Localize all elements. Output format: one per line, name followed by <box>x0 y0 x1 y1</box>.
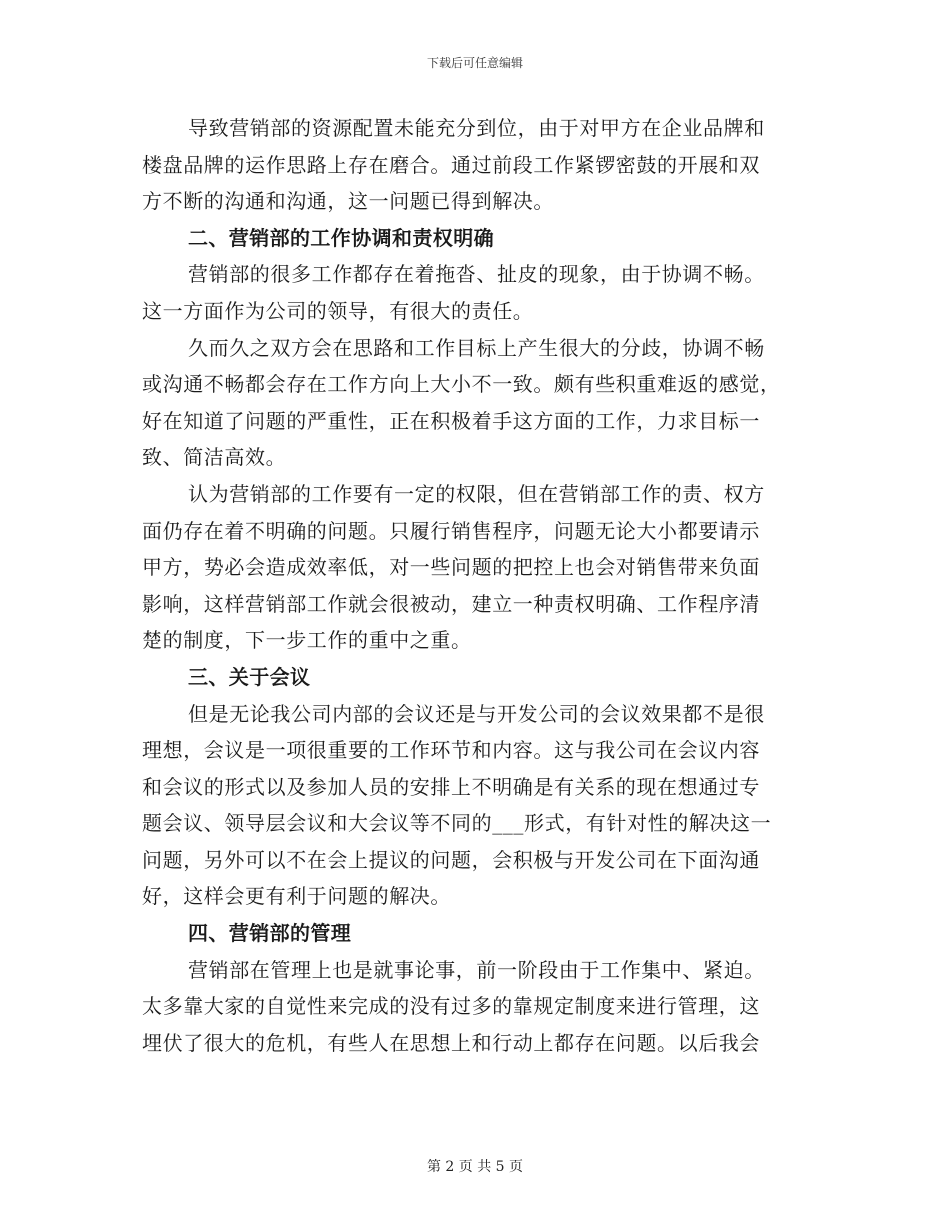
paragraph-line: 营销部的很多工作都存在着拖沓、扯皮的现象，由于协调不畅。 <box>188 262 765 287</box>
paragraph-line: 和会议的形式以及参加人员的安排上不明确是有关系的现在想通过专 <box>142 774 760 799</box>
paragraph-line: 埋伏了很大的危机，有些人在思想上和行动上都存在问题。以后我会 <box>142 1030 760 1055</box>
paragraph-line: 但是无论我公司内部的会议还是与开发公司的会议效果都不是很 <box>188 701 765 726</box>
page-header-note: 下载后可任意编辑 <box>426 56 523 70</box>
page-number-footer: 第 2 页 共 5 页 <box>426 1159 524 1175</box>
paragraph-line: 楚的制度，下一步工作的重中之重。 <box>142 628 472 653</box>
paragraph-line: 楼盘品牌的运作思路上存在磨合。通过前段工作紧锣密鼓的开展和双 <box>142 152 760 177</box>
paragraph-line: 导致营销部的资源配置未能充分到位，由于对甲方在企业品牌和 <box>188 116 765 140</box>
paragraph-line: 致、简洁高效。 <box>142 445 287 470</box>
paragraph-line: 甲方，势必会造成效率低，对一些问题的把控上也会对销售带来负面 <box>142 555 760 580</box>
paragraph-line: 营销部在管理上也是就事论事，前一阶段由于工作集中、紧迫。 <box>188 957 765 982</box>
paragraph-line: 久而久之双方会在思路和工作目标上产生很大的分歧，协调不畅 <box>188 335 765 360</box>
paragraph-line: 面仍存在着不明确的问题。只履行销售程序，问题无论大小都要请示 <box>142 518 760 543</box>
document-body <box>142 110 796 1061</box>
paragraph-line: 认为营销部的工作要有一定的权限，但在营销部工作的责、权方 <box>188 481 765 506</box>
paragraph-line: 题会议、领导层会议和大会议等不同的___形式，有针对性的解决这一 <box>142 811 772 836</box>
paragraph-line: 问题，另外可以不在会上提议的问题，会积极与开发公司在下面沟通 <box>142 847 760 872</box>
paragraph-line: 理想，会议是一项很重要的工作环节和内容。这与我公司在会议内容 <box>142 738 760 763</box>
section-heading: 二、营销部的工作协调和责权明确 <box>188 225 494 250</box>
paragraph-line: 这一方面作为公司的领导，有很大的责任。 <box>142 298 534 323</box>
paragraph-line: 好，这样会更有利于问题的解决。 <box>142 884 451 909</box>
section-heading: 三、关于会议 <box>188 664 311 689</box>
paragraph-line: 方不断的沟通和沟通，这一问题已得到解决。 <box>142 189 554 214</box>
paragraph-line: 或沟通不畅都会存在工作方向上大小不一致。颇有些积重难返的感觉， <box>142 372 781 397</box>
paragraph-line: 影响，这样营销部工作就会很被动，建立一种责权明确、工作程序清 <box>142 591 760 616</box>
section-heading: 四、营销部的管理 <box>188 921 352 946</box>
paragraph-line: 好在知道了问题的严重性，正在积极着手这方面的工作，力求目标一 <box>142 408 760 433</box>
paragraph-line: 太多靠大家的自觉性来完成的没有过多的靠规定制度来进行管理，这 <box>142 994 760 1019</box>
